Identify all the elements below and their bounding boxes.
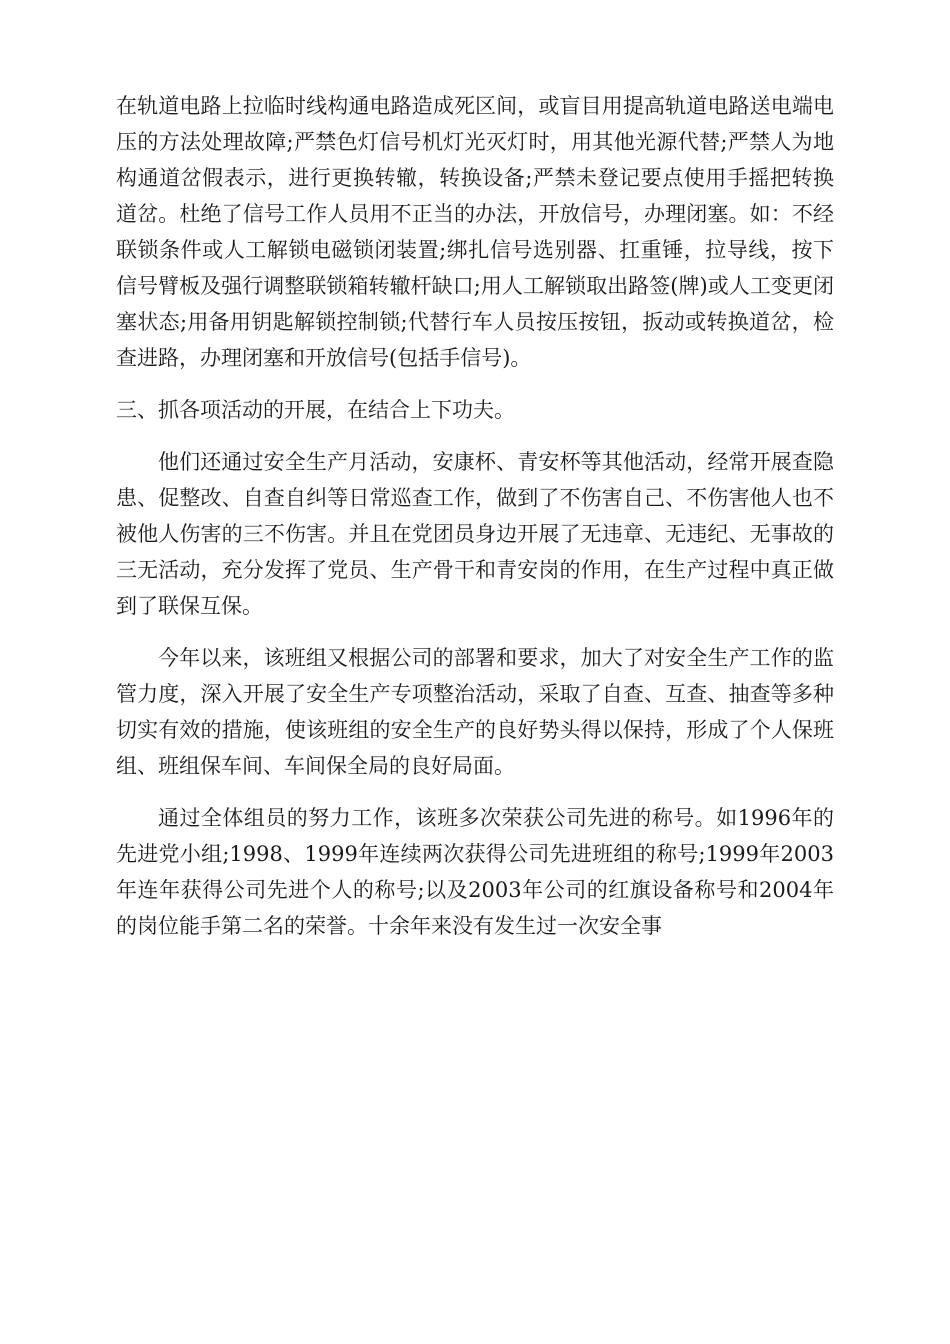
paragraph-p3: 他们还通过安全生产月活动，安康杯、青安杯等其他活动，经常开展查隐患、促整改、自查自纠等日常巡查工作，做到了不伤害自己、不伤害他人也不被他人伤害的三不伤害。并且在党团员身边开展了无违章、无违纪、无事故的三无活动，充分发挥了党员、生产骨干和青安岗的作用，在生产过程中真正做到了联保互保。 <box>116 450 834 618</box>
paragraph-p5: 通过全体组员的努力工作，该班多次荣获公司先进的称号。如1996年的先进党小组;1998、1999年连续两次获得公司先进班组的称号;1999年2003年连年获得公司先进个人的称号;以及2003年公司的红旗设备称号和2004年的岗位能手第二名的荣誉。十余年来没有发生过一次安全事 <box>116 806 834 938</box>
paragraph-p1: 在轨道电路上拉临时线构通电路造成死区间，或盲目用提高轨道电路送电端电压的方法处理故障;严禁色灯信号机灯光灭灯时，用其他光源代替;严禁人为地构通道岔假表示，进行更换转辙，转换设备;严禁未登记要点使用手摇把转换道岔。杜绝了信号工作人员用不正当的办法，开放信号，办理闭塞。如：不经联锁条件或人工解锁电磁锁闭装置;绑扎信号选别器、扛重锤，拉导线，按下信号臂板及强行调整联锁箱转辙杆缺口;用人工解锁取出路签(牌)或人工变更闭塞状态;用备用钥匙解锁控制锁;代替行车人员按压按钮，扳动或转换道岔，检查进路，办理闭塞和开放信号(包括手信号)。 <box>116 94 834 370</box>
paragraph-p4: 今年以来，该班组又根据公司的部署和要求，加大了对安全生产工作的监管力度，深入开展了安全生产专项整治活动，采取了自查、互查、抽查等多种切实有效的措施，使该班组的安全生产的良好势头得以保持，形成了个人保班组、班组保车间、车间保全局的良好局面。 <box>116 646 834 778</box>
section-heading: 三、抓各项活动的开展，在结合上下功夫。 <box>116 398 515 422</box>
document-page <box>116 88 834 960</box>
